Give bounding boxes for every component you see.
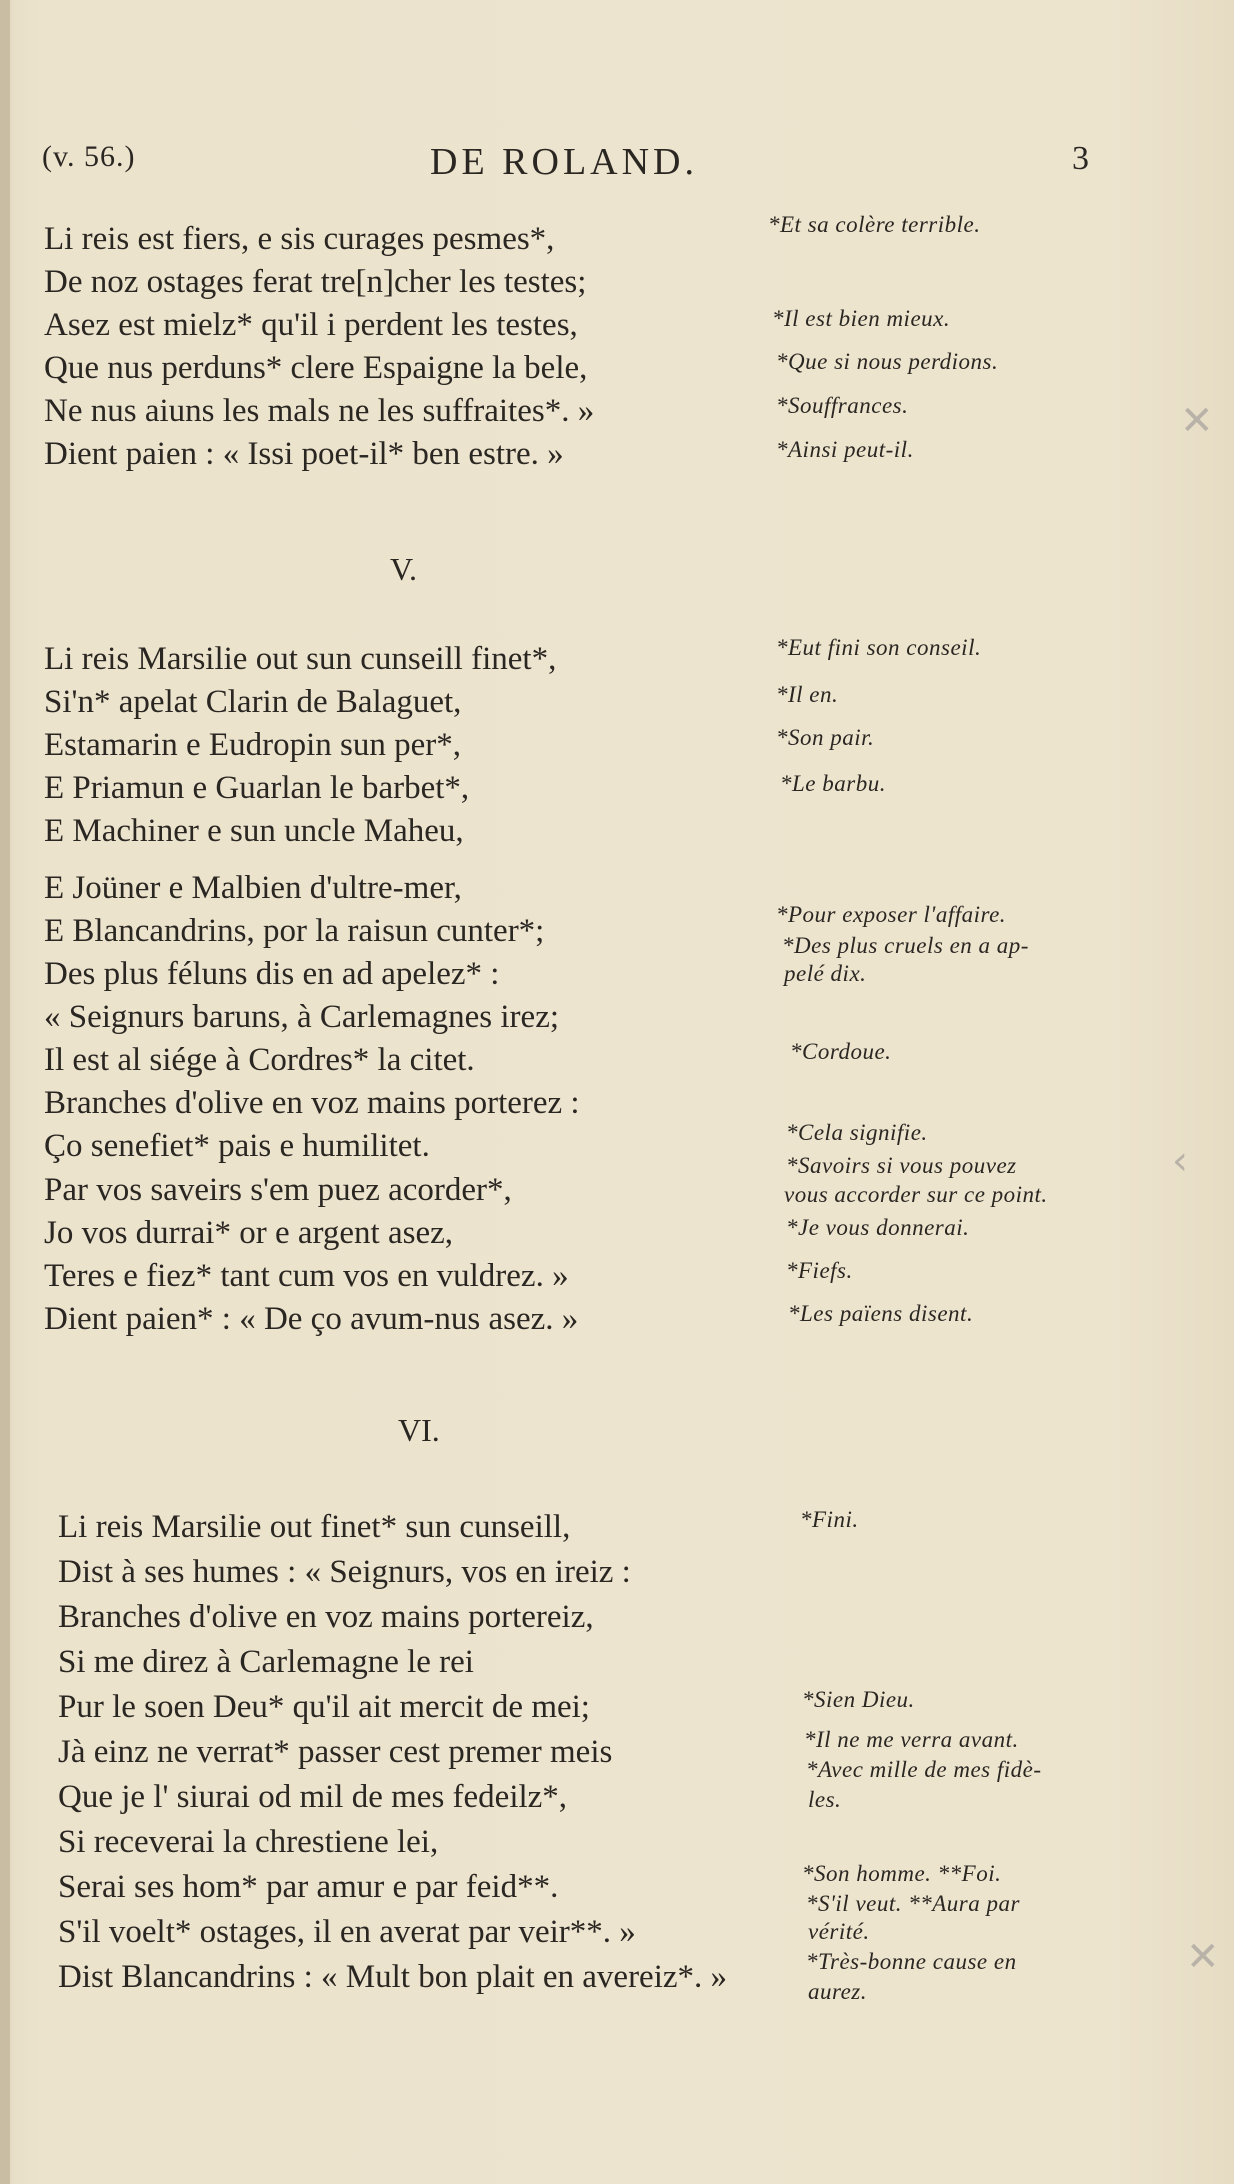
gloss-note: *Cordoue. [790, 1039, 892, 1064]
gloss-note: *Fiefs. [786, 1258, 853, 1283]
verse-line: Que je l' siurai od mil de mes fedeilz*, [58, 1779, 568, 1815]
gloss-note: *Son homme. **Foi. [802, 1861, 1002, 1886]
gloss-note: *Il ne me verra avant. [804, 1727, 1019, 1752]
gloss-note: *Souffrances. [776, 393, 909, 418]
margin-mark: ‹ [1172, 1138, 1188, 1184]
gloss-note: *Et sa colère terrible. [768, 212, 981, 237]
verse-line: Ço senefiet* pais e humilitet. [44, 1128, 430, 1164]
verse-line: Dient paien : « Issi poet-il* ben estre. » [44, 436, 564, 472]
running-title: DE ROLAND. [430, 141, 698, 183]
verse-line: Si receverai la chrestiene lei, [58, 1824, 439, 1860]
gloss-note: *Cela signifie. [786, 1120, 928, 1145]
gloss-note: les. [808, 1787, 842, 1812]
verse-line: E Priamun e Guarlan le barbet*, [44, 770, 470, 806]
page-number: 3 [1072, 140, 1090, 177]
verse-line: Par vos saveirs s'em puez acorder*, [44, 1172, 512, 1208]
verse-line: Branches d'olive en voz mains porterez : [44, 1085, 580, 1121]
gloss-note: *Sien Dieu. [802, 1687, 915, 1712]
verse-line: De noz ostages ferat tre[n]cher les testes; [44, 264, 587, 300]
verse-line: Dist à ses humes : « Seignurs, vos en ireiz : [58, 1554, 631, 1590]
gloss-note: vous accorder sur ce point. [784, 1182, 1048, 1207]
gloss-note: *Que si nous perdions. [776, 349, 999, 374]
gloss-note: *Avec mille de mes fidè- [806, 1757, 1042, 1782]
verse-line: Dist Blancandrins : « Mult bon plait en avereiz*. » [58, 1959, 728, 1995]
verse-line: « Seignurs baruns, à Carlemagnes irez; [44, 999, 560, 1035]
verse-line: E Blancandrins, por la raisun cunter*; [44, 913, 545, 949]
margin-mark: ✕ [1180, 398, 1214, 444]
gloss-note: *Le barbu. [780, 771, 886, 796]
margin-mark: ✕ [1186, 1934, 1220, 1980]
page-binding-shadow [0, 0, 10, 2184]
verse-line: Si'n* apelat Clarin de Balaguet, [44, 684, 462, 720]
verse-line: S'il voelt* ostages, il en averat par veir**. » [58, 1914, 636, 1950]
stanza-heading: V. [390, 551, 417, 587]
verse-range: (v. 56.) [42, 140, 136, 173]
verse-line: Dient paien* : « De ço avum-nus asez. » [44, 1301, 579, 1337]
verse-line: Il est al siége à Cordres* la citet. [44, 1042, 475, 1078]
verse-line: E Machiner e sun uncle Maheu, [44, 813, 464, 849]
gloss-note: *Les païens disent. [788, 1301, 974, 1326]
verse-line: Serai ses hom* par amur e par feid**. [58, 1869, 559, 1905]
verse-line: Si me direz à Carlemagne le rei [58, 1644, 474, 1680]
gloss-note: aurez. [808, 1979, 868, 2004]
verse-line: Jà einz ne verrat* passer cest premer meis [58, 1734, 613, 1770]
gloss-note: *Savoirs si vous pouvez [786, 1153, 1017, 1178]
gloss-note: *Il en. [776, 682, 839, 707]
verse-line: Pur le soen Deu* qu'il ait mercit de mei; [58, 1689, 590, 1725]
gloss-note: pelé dix. [784, 961, 867, 986]
verse-line: Ne nus aiuns les mals ne les suffraites*. » [44, 393, 595, 429]
gloss-note: *Très-bonne cause en [806, 1949, 1017, 1974]
gloss-note: *Pour exposer l'affaire. [776, 902, 1007, 927]
gloss-note: *Fini. [800, 1507, 859, 1532]
gloss-note: *Des plus cruels en a ap- [782, 933, 1029, 958]
gloss-note: vérité. [808, 1919, 870, 1944]
stanza-heading: VI. [398, 1412, 440, 1448]
verse-line: Li reis est fiers, e sis curages pesmes*, [44, 221, 555, 257]
gloss-note: *S'il veut. **Aura par [806, 1891, 1020, 1916]
verse-line: Estamarin e Eudropin sun per*, [44, 727, 461, 763]
verse-line: Asez est mielz* qu'il i perdent les testes, [44, 307, 578, 343]
verse-line: Teres e fiez* tant cum vos en vuldrez. » [44, 1258, 569, 1294]
gloss-note: *Eut fini son conseil. [776, 635, 982, 660]
verse-line: E Joüner e Malbien d'ultre-mer, [44, 870, 462, 906]
verse-line: Branches d'olive en voz mains portereiz, [58, 1599, 594, 1635]
verse-line: Li reis Marsilie out sun cunseill finet*, [44, 641, 557, 677]
verse-line: Li reis Marsilie out finet* sun cunseill, [58, 1509, 571, 1545]
gloss-note: *Son pair. [776, 725, 875, 750]
gloss-note: *Il est bien mieux. [772, 306, 951, 331]
verse-line: Des plus féluns dis en ad apelez* : [44, 956, 500, 992]
gloss-note: *Je vous donnerai. [786, 1215, 970, 1240]
verse-line: Jo vos durrai* or e argent asez, [44, 1215, 454, 1251]
verse-line: Que nus perduns* clere Espaigne la bele, [44, 350, 588, 386]
gloss-note: *Ainsi peut-il. [776, 437, 914, 462]
